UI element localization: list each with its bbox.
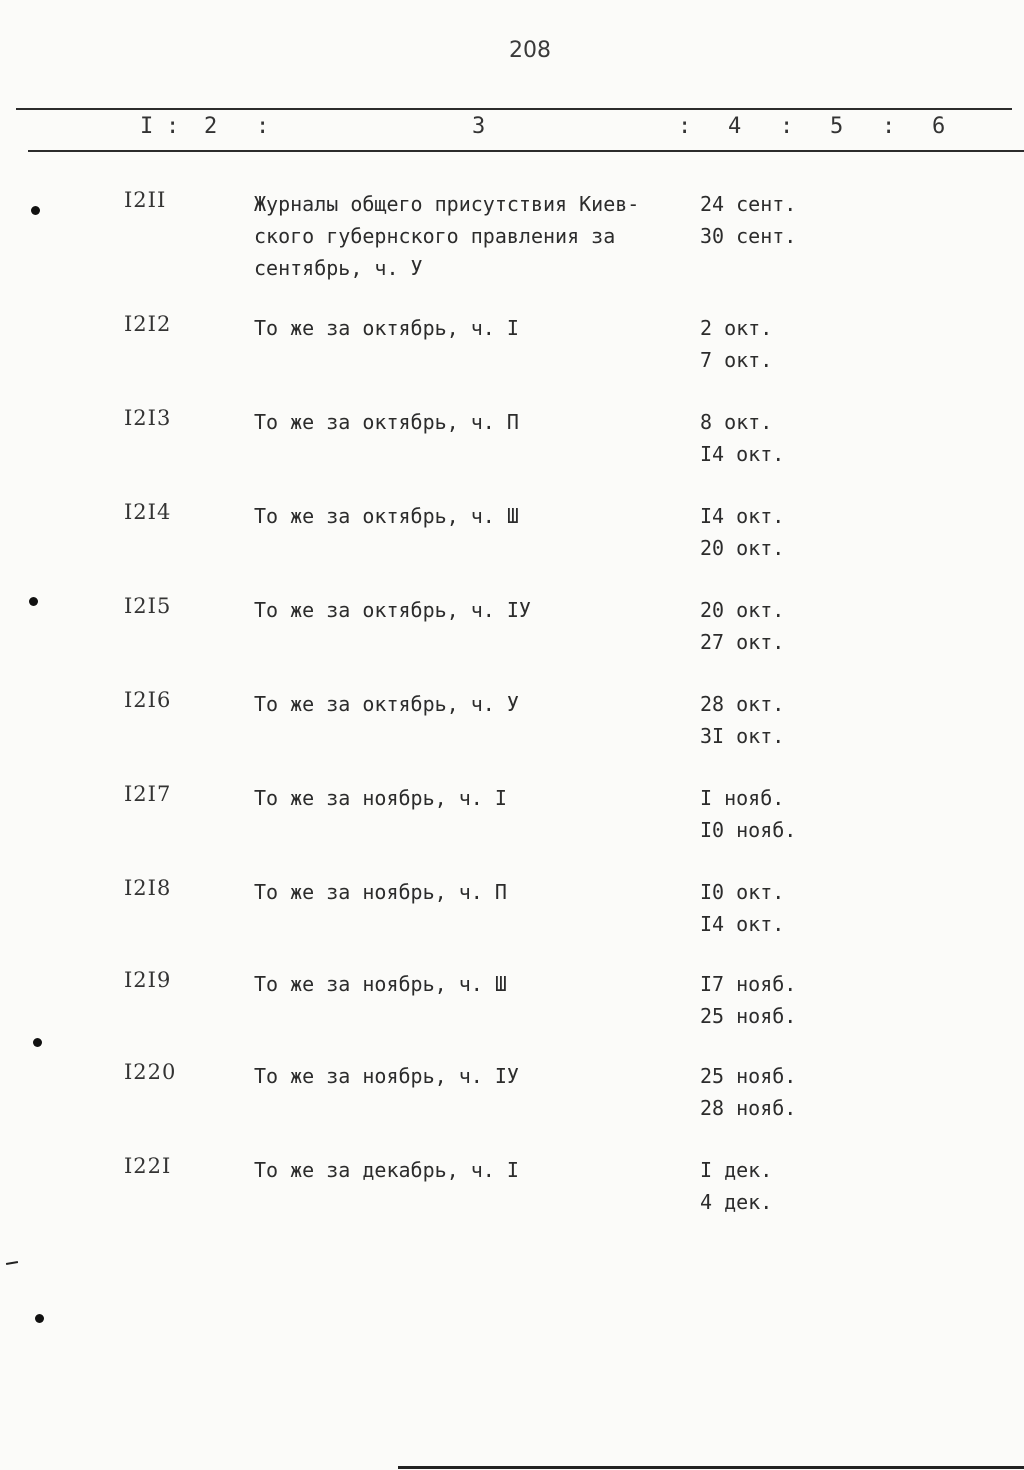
row-dates: [700, 406, 784, 470]
header-separator: :: [256, 114, 270, 139]
date-end: 25 нояб.: [700, 1004, 797, 1028]
row-number: I2I8: [124, 876, 172, 900]
header-separator: :: [166, 114, 180, 139]
date-end: I0 нояб.: [700, 818, 797, 842]
date-end: I4 окт.: [700, 442, 785, 466]
row-title: То же за октябрь, ч. У: [254, 692, 519, 716]
bottom-edge-line: [398, 1466, 1024, 1469]
punch-hole: [29, 597, 38, 606]
date-start: 8 окт.: [700, 410, 773, 434]
date-start: 25 нояб.: [700, 1064, 797, 1088]
row-number: I2I9: [124, 968, 172, 992]
date-end: 20 окт.: [700, 536, 785, 560]
date-start: I4 окт.: [700, 504, 785, 528]
row-dates: [700, 782, 796, 846]
header-rule-top: [16, 108, 1012, 110]
date-end: 28 нояб.: [700, 1096, 797, 1120]
row-number: I2I6: [124, 688, 172, 712]
row-title: То же за октябрь, ч. Ш: [254, 504, 519, 528]
date-start: 24 сент.: [700, 192, 797, 216]
header-separator: :: [882, 114, 896, 139]
header-col-1: I: [140, 114, 154, 139]
date-start: I0 окт.: [700, 880, 785, 904]
row-dates: [700, 1060, 796, 1124]
header-col-6: 6: [932, 114, 946, 139]
header-col-4: 4: [728, 114, 742, 139]
row-dates: [700, 876, 784, 940]
row-dates: [700, 688, 784, 752]
row-number: I2I2: [124, 312, 172, 336]
punch-hole: [33, 1038, 42, 1047]
row-dates: [700, 312, 772, 376]
date-end: 27 окт.: [700, 630, 785, 654]
header-col-5: 5: [830, 114, 844, 139]
page-number: 208: [509, 38, 551, 63]
edge-mark: [6, 1261, 18, 1265]
date-end: 4 дек.: [700, 1190, 773, 1214]
row-number: I2I4: [124, 500, 172, 524]
date-start: 28 окт.: [700, 692, 785, 716]
date-start: I7 нояб.: [700, 972, 797, 996]
row-dates: [700, 594, 784, 658]
row-title: То же за ноябрь, ч. IУ: [254, 1064, 519, 1088]
row-number: I22I: [124, 1154, 172, 1178]
row-dates: [700, 188, 796, 252]
date-start: 2 окт.: [700, 316, 773, 340]
header-rule-bottom: [28, 150, 1024, 152]
date-start: I дек.: [700, 1158, 773, 1182]
row-number: I2I3: [124, 406, 172, 430]
row-title: То же за ноябрь, ч. I: [254, 786, 507, 810]
row-title: То же за октябрь, ч. IУ: [254, 598, 531, 622]
row-dates: [700, 968, 796, 1032]
date-start: I нояб.: [700, 786, 785, 810]
header-col-2: 2: [204, 114, 218, 139]
row-dates: [700, 1154, 772, 1218]
punch-hole: [35, 1314, 44, 1323]
header-col-3: 3: [472, 114, 486, 139]
row-title: То же за октябрь, ч. П: [254, 410, 519, 434]
header-separator: :: [780, 114, 794, 139]
row-number: I2II: [124, 188, 167, 212]
date-end: I4 окт.: [700, 912, 785, 936]
date-start: 20 окт.: [700, 598, 785, 622]
row-dates: [700, 500, 784, 564]
date-end: 3I окт.: [700, 724, 785, 748]
row-title: То же за ноябрь, ч. П: [254, 880, 507, 904]
date-end: 7 окт.: [700, 348, 773, 372]
row-title: Журналы общего присутствия Киев- ского губернского правления за сентябрь, ч. У: [254, 192, 640, 280]
row-number: I220: [124, 1060, 177, 1084]
punch-hole: [31, 206, 40, 215]
date-end: 30 сент.: [700, 224, 797, 248]
row-title: То же за октябрь, ч. I: [254, 316, 519, 340]
row-number: I2I7: [124, 782, 172, 806]
row-title: То же за ноябрь, ч. Ш: [254, 972, 507, 996]
row-title: То же за декабрь, ч. I: [254, 1158, 519, 1182]
row-number: I2I5: [124, 594, 172, 618]
header-separator: :: [678, 114, 692, 139]
